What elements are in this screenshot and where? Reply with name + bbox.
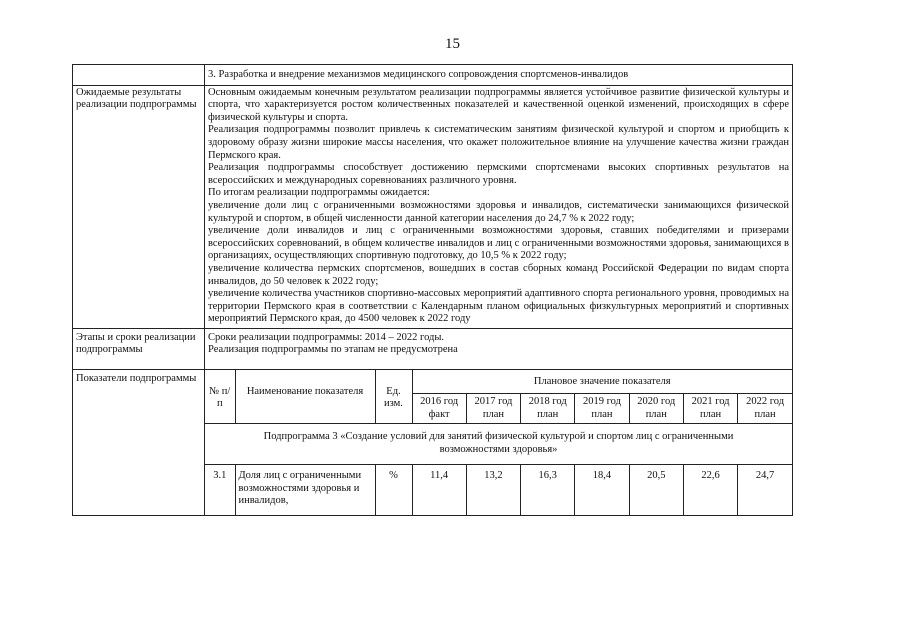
year-header: 2021 год план bbox=[683, 394, 737, 424]
row-value: 13,2 bbox=[466, 465, 520, 516]
task-row bbox=[73, 65, 793, 86]
paragraph: По итогам реализации подпрограммы ожидается: bbox=[208, 187, 430, 199]
stages-label: Этапы и сроки реализации подпрограммы bbox=[73, 328, 205, 369]
year-header: 2016 год факт bbox=[412, 394, 466, 424]
expected-results-text bbox=[205, 85, 793, 328]
expected-results-label: Ожидаемые результаты реализации подпрограммы bbox=[73, 85, 205, 328]
paragraph: Основным ожидаемым конечным результатом реализации подпрограммы является устойчивое развитие физической культуры и спорта, что характеризуется ростом количественных показателей и качественной оценкой изменений, происходящих в сфере физической культуры и спорта. bbox=[208, 86, 789, 123]
stages-row bbox=[73, 328, 793, 369]
row-num: 3.1 bbox=[205, 465, 235, 516]
subprogram-row bbox=[205, 424, 792, 465]
year-header: 2019 год план bbox=[575, 394, 629, 424]
task-text: 3. Разработка и внедрение механизмов медицинского сопровождения спортсменов-инвалидов bbox=[205, 65, 793, 86]
paragraph: увеличение количества пермских спортсменов, вошедших в состав сборных команд Российской Федерации по видам спорта инвалидов, до 50 человек к 2022 году; bbox=[208, 262, 789, 287]
row-value: 20,5 bbox=[629, 465, 683, 516]
stages-line: Сроки реализации подпрограммы: 2014 – 2022 годы. bbox=[208, 331, 445, 343]
subprogram-title: Подпрограмма 3 «Создание условий для занятий физической культурой и спортом лиц с ограниченными возможностями здоровья» bbox=[205, 424, 792, 465]
row-name: Доля лиц с ограниченными возможностями здоровья и инвалидов, bbox=[235, 465, 375, 516]
empty-label-cell bbox=[73, 65, 205, 86]
indicators-row bbox=[73, 370, 793, 516]
passport-table bbox=[72, 64, 793, 516]
plan-header: Плановое значение показателя bbox=[412, 370, 792, 394]
paragraph: увеличение доли лиц с ограниченными возможностями здоровья и инвалидов, систематически занимающихся физической культурой и спортом, в общей численности данной категории населения до 24,7 % к 2022 году; bbox=[208, 199, 789, 224]
row-value: 22,6 bbox=[683, 465, 737, 516]
row-value: 11,4 bbox=[412, 465, 466, 516]
indicators-header-row bbox=[205, 370, 792, 394]
expected-results-row bbox=[73, 85, 793, 328]
col-header-name: Наименование показателя bbox=[235, 370, 375, 424]
stages-text bbox=[205, 328, 793, 369]
row-value: 16,3 bbox=[521, 465, 575, 516]
row-unit: % bbox=[375, 465, 412, 516]
year-header: 2018 год план bbox=[521, 394, 575, 424]
table-row bbox=[205, 465, 792, 516]
year-header: 2017 год план bbox=[466, 394, 520, 424]
paragraph: увеличение количества участников спортивно-массовых мероприятий адаптивного спорта регионального уровня, проводимых на территории Пермского края в соответствии с Календарным планом официальных физкультурных мероприятий и спортивных мероприятий Пермского края, до 4500 человек к 2022 году bbox=[208, 288, 789, 325]
year-header: 2022 год план bbox=[738, 394, 792, 424]
row-value: 18,4 bbox=[575, 465, 629, 516]
paragraph: Реализация подпрограммы позволит привлечь к систематическим занятиям физической культурой и спортом и приобщить к здоровому образу жизни широкие массы населения, что окажет положительное влияние на улучшение качества жизни граждан Пермского края. bbox=[208, 124, 789, 161]
paragraph: Реализация подпрограммы способствует достижению пермскими спортсменами высоких спортивных результатов на всероссийских и международных соревнованиях различного уровня. bbox=[208, 162, 789, 186]
row-value: 24,7 bbox=[738, 465, 792, 516]
indicators-table bbox=[205, 370, 792, 515]
page-number: 15 bbox=[445, 36, 460, 52]
col-header-num: № п/п bbox=[205, 370, 235, 424]
col-header-unit: Ед. изм. bbox=[375, 370, 412, 424]
stages-line: Реализация подпрограммы по этапам не предусмотрена bbox=[208, 344, 458, 356]
indicators-cell bbox=[205, 370, 793, 516]
year-header: 2020 год план bbox=[629, 394, 683, 424]
paragraph: увеличение доли инвалидов и лиц с ограниченными возможностями здоровья, ставших победителями и призерами всероссийских соревнований, в общем количестве инвалидов и лиц с ограниченными возможностями здоровья, занимающихся в организациях, осуществляющих спортивную подготовку, до 10,5 % к 2022 году; bbox=[208, 225, 789, 262]
indicators-label: Показатели подпрограммы bbox=[73, 370, 205, 516]
